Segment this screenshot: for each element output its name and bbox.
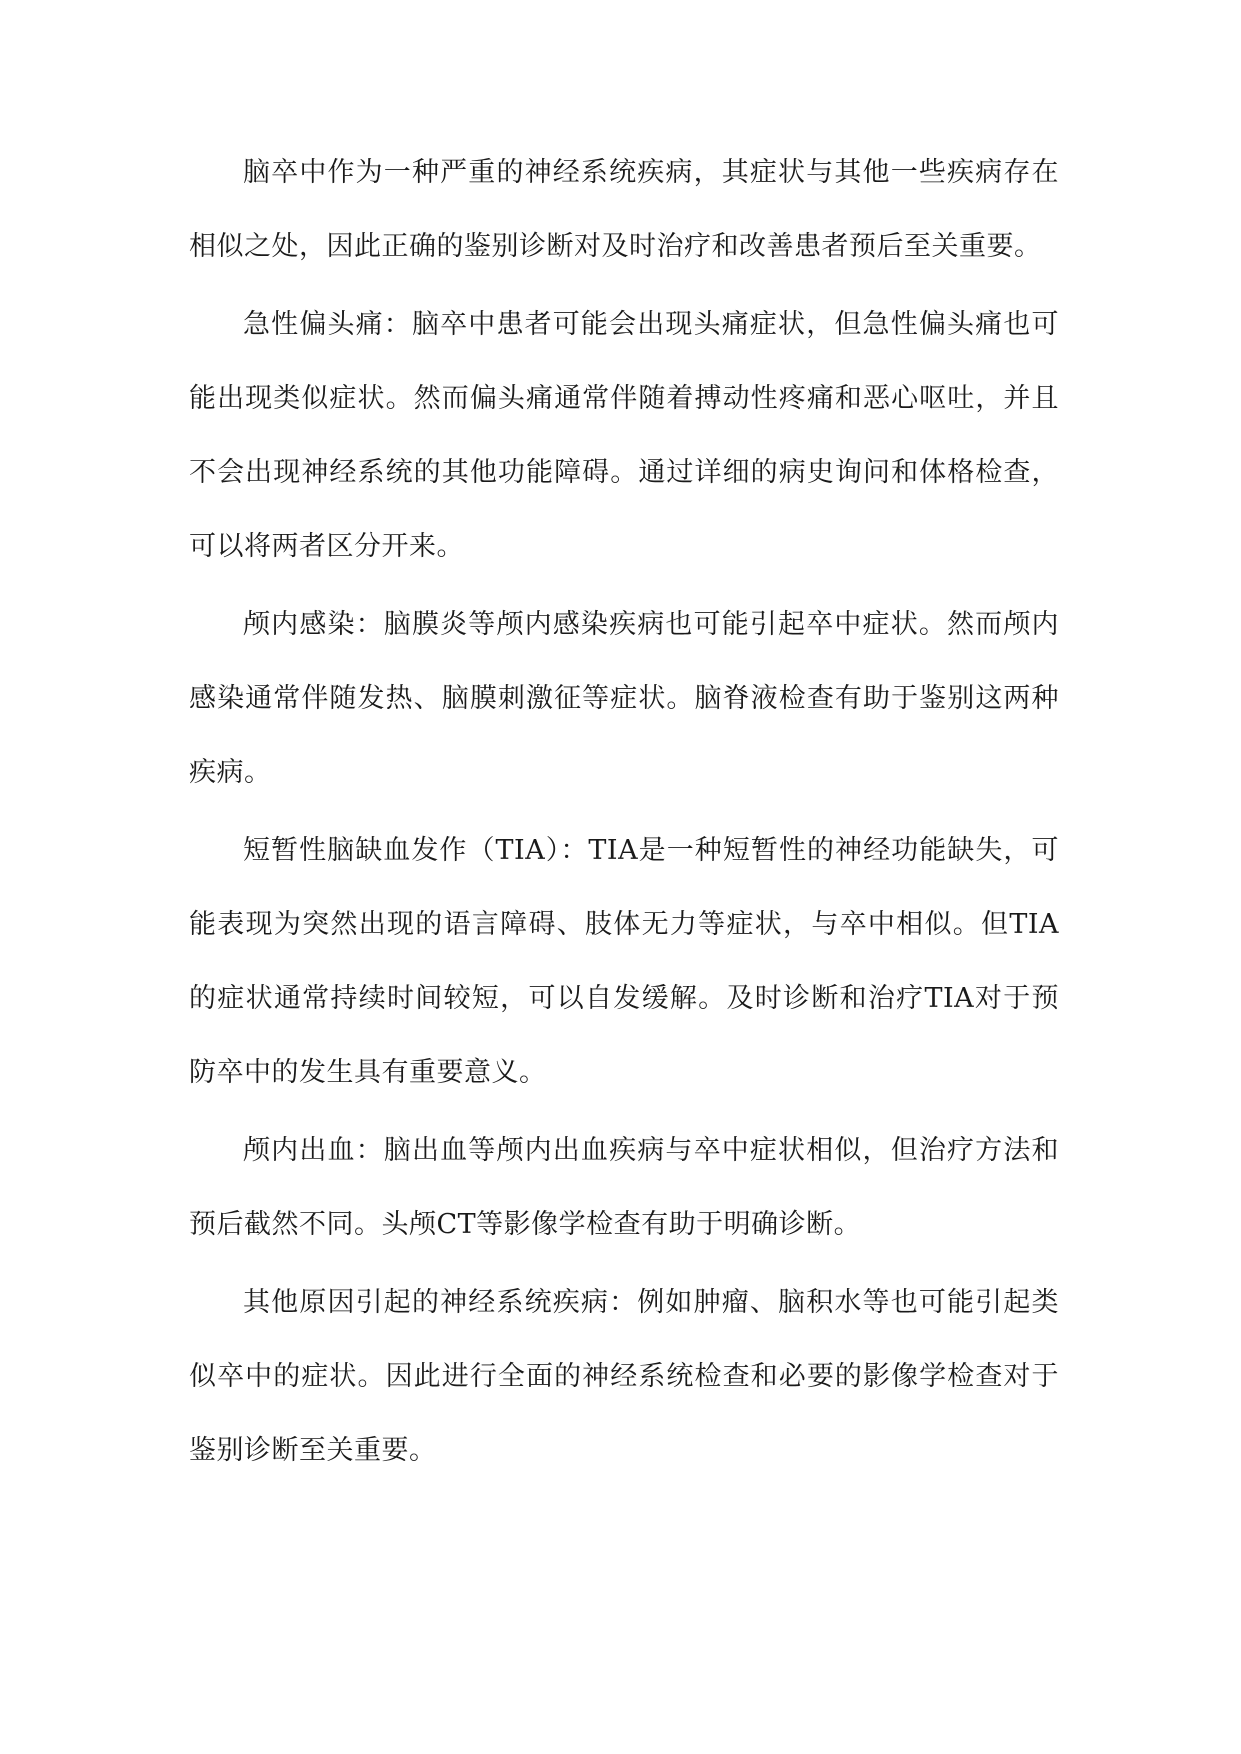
paragraph-intracranial-infection: 颅内感染：脑膜炎等颅内感染疾病也可能引起卒中症状。然而颅内感染通常伴随发热、脑膜刺激征等症状。脑脊液检查有助于鉴别这两种疾病。 [189,609,1059,788]
paragraph-intro: 脑卒中作为一种严重的神经系统疾病，其症状与其他一些疾病存在相似之处，因此正确的鉴别诊断对及时治疗和改善患者预后至关重要。 [189,157,1059,262]
paragraph-intracranial-hemorrhage: 颅内出血：脑出血等颅内出血疾病与卒中症状相似，但治疗方法和预后截然不同。头颅CT等影像学检查有助于明确诊断。 [189,1135,1059,1240]
paragraph-migraine: 急性偏头痛：脑卒中患者可能会出现头痛症状，但急性偏头痛也可能出现类似症状。然而偏头痛通常伴随着搏动性疼痛和恶心呕吐，并且不会出现神经系统的其他功能障碍。通过详细的病史询问和体格检查，可以将两者区分开来。 [189,309,1059,562]
document-body [189,136,1059,1492]
paragraph-tia: 短暂性脑缺血发作（TIA）：TIA是一种短暂性的神经功能缺失，可能表现为突然出现的语言障碍、肢体无力等症状，与卒中相似。但TIA的症状通常持续时间较短，可以自发缓解。及时诊断和治疗TIA对于预防卒中的发生具有重要意义。 [189,835,1059,1088]
paragraph-other-causes: 其他原因引起的神经系统疾病：例如肿瘤、脑积水等也可能引起类似卒中的症状。因此进行全面的神经系统检查和必要的影像学检查对于鉴别诊断至关重要。 [189,1287,1059,1466]
